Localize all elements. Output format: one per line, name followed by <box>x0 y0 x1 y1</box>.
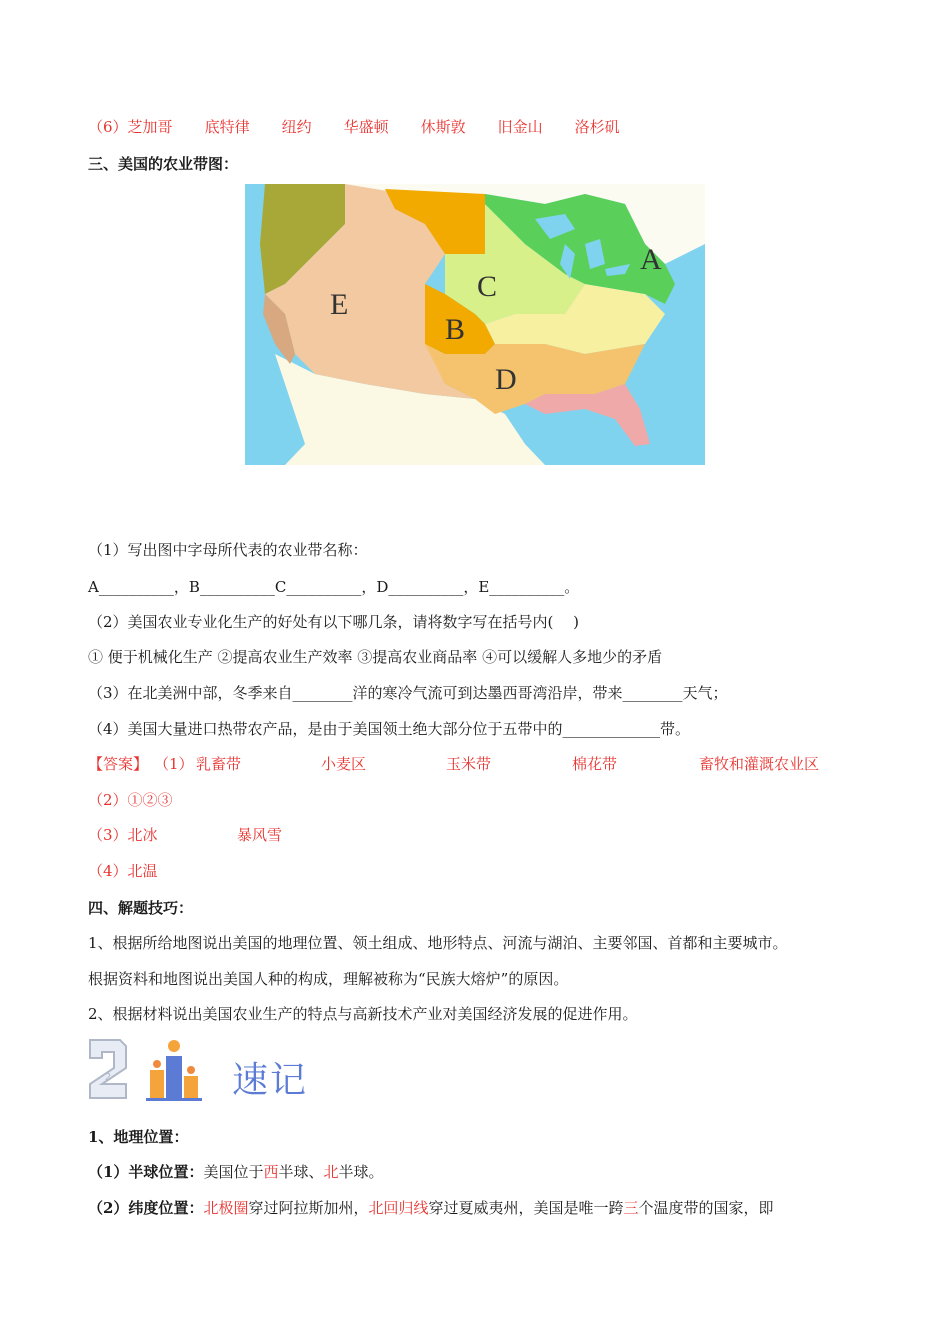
question-1: （1）写出图中字母所代表的农业带名称： <box>88 541 368 559</box>
hemisphere-label: （1）半球位置： <box>88 1163 204 1181</box>
section4-para-2: 2、根据材料说出美国农业生产的特点与高新技术产业对美国经济发展的促进作用。 <box>88 1005 638 1023</box>
answer-1-item: 棉花带 <box>572 755 618 773</box>
city-item: 纽约 <box>281 118 312 136</box>
hemisphere-text: 半球。 <box>338 1163 384 1181</box>
zone-count: 三 <box>623 1199 639 1217</box>
map-label-a: A <box>640 243 662 276</box>
latitude-label: （2）纬度位置： <box>88 1199 204 1217</box>
question-3: （3）在北美洲中部，冬季来自________洋的寒冷气流可到达墨西哥湾沿岸，带来________天气； <box>88 684 728 702</box>
city-item: 芝加哥 <box>127 118 173 136</box>
latitude-text: 穿过夏威夷州，美国是唯一跨 <box>428 1199 624 1217</box>
hemisphere-north: 北 <box>323 1163 339 1181</box>
hemisphere-west: 西 <box>263 1163 279 1181</box>
answer-2: （2）①②③ <box>88 791 173 809</box>
question-2-options: ① 便于机械化生产 ②提高农业生产效率 ③提高农业商品率 ④可以缓解人多地少的矛盾 <box>88 648 663 666</box>
hemisphere-text: 美国位于 <box>203 1163 264 1181</box>
question-4: （4）美国大量进口热带农产品，是由于美国领土绝大部分位于五带中的_____________带。 <box>88 720 691 738</box>
city-list-prefix: （6） <box>88 118 128 136</box>
latitude-text: 个温度带的国家，即 <box>638 1199 774 1217</box>
arctic-circle-term: 北极圈 <box>203 1199 249 1217</box>
map-label-d: D <box>495 363 517 396</box>
svg-text:2: 2 <box>104 1072 112 1083</box>
podium-trophy-icon <box>146 1040 202 1101</box>
section4-title: 四、解题技巧： <box>88 899 194 917</box>
map-label-b: B <box>445 313 466 346</box>
answer-3-first: （3）北冰 <box>88 826 158 844</box>
map-label-c: C <box>477 270 498 303</box>
city-item: 洛杉矶 <box>574 118 620 136</box>
map-label-e: E <box>330 288 349 321</box>
city-item: 华盛顿 <box>343 118 389 136</box>
answer-1-prefix: （1） <box>154 755 194 773</box>
section3-title: 三、美国的农业带图： <box>88 155 239 173</box>
us-agriculture-map <box>245 184 705 465</box>
hemisphere-text: 半球、 <box>278 1163 324 1181</box>
answer-3-second: 暴风雪 <box>237 826 283 844</box>
question-1-blanks: A__________，B__________C__________，D__________，E__________。 <box>88 578 580 596</box>
latitude-text: 穿过阿拉斯加州， <box>248 1199 369 1217</box>
answer-1-item: 玉米带 <box>446 755 492 773</box>
number-2-icon <box>90 1040 126 1098</box>
answer-4: （4）北温 <box>88 862 158 880</box>
notes-hemisphere <box>88 1161 384 1183</box>
answer-label: 【答案】 <box>88 755 149 773</box>
notes-title: 1、地理位置： <box>88 1128 189 1146</box>
section4-para-1: 1、根据所给地图说出美国的地理位置、领土组成、地形特点、河流与湖泊、主要邻国、首都和主要城市。 <box>88 934 788 952</box>
answer-1-row <box>88 753 868 775</box>
city-item: 休斯敦 <box>420 118 466 136</box>
section4-para-1b: 根据资料和地图说出美国人种的构成，理解被称为“民族大熔炉”的原因。 <box>88 970 569 988</box>
city-item: 底特律 <box>204 118 250 136</box>
quick-notes-title: 速记 <box>232 1060 309 1101</box>
question-2: （2）美国农业专业化生产的好处有以下哪几条，请将数字写在括号内( ) <box>88 613 580 631</box>
notes-latitude <box>88 1197 774 1219</box>
tropic-term: 北回归线 <box>368 1199 429 1217</box>
city-item: 旧金山 <box>497 118 543 136</box>
city-list <box>88 116 652 138</box>
answer-1-item: 畜牧和灌溉农业区 <box>699 755 820 773</box>
answer-1-item: 小麦区 <box>321 755 367 773</box>
answer-1-item: 乳畜带 <box>196 755 242 773</box>
answer-3-row <box>88 824 388 846</box>
